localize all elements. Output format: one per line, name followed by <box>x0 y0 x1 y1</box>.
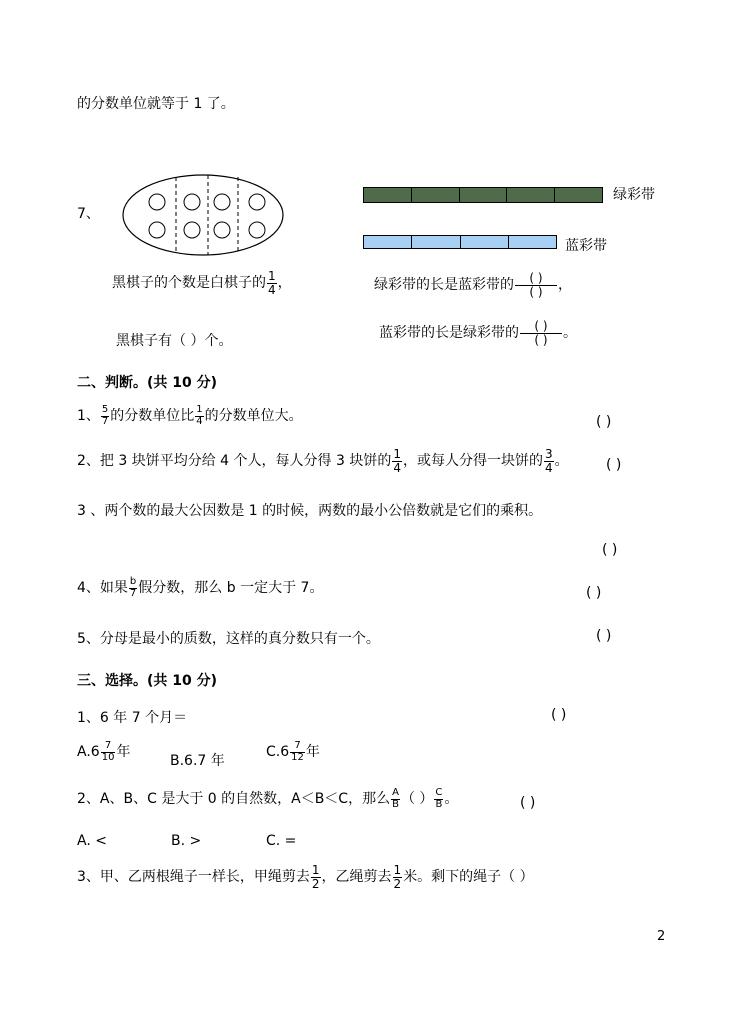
q7-left-line1: 黑棋子的个数是白棋子的 $\frac{1}{4}$ ， <box>112 269 292 297</box>
chess-piece <box>149 194 165 210</box>
fraction: $\frac{b}{7}$ <box>129 576 137 599</box>
fraction: $\frac{A}{B}$ <box>392 787 399 810</box>
s3-question-2: 2、A、B、C 是大于 0 的自然数，A＜B＜C，那么 $\frac{A}{B}$ （ ） $\frac{C}{B}$ 。 <box>77 787 459 810</box>
ribbon-segment <box>555 188 602 202</box>
green-ribbon <box>363 187 603 203</box>
blue-ribbon <box>363 235 557 249</box>
ribbon-segment <box>412 236 460 248</box>
fraction: $\frac{1}{2}$ <box>393 863 402 891</box>
fraction: $\frac{1}{4}$ <box>393 447 401 475</box>
s3-q1-option-a[interactable]: A.6 $\frac{7}{10}$ 年 <box>77 740 131 763</box>
s3-q2-option-b[interactable]: B. > <box>171 833 202 849</box>
fraction: $\frac{1}{4}$ <box>196 404 203 427</box>
answer-paren[interactable]: ( ) <box>596 414 612 430</box>
chess-piece <box>249 222 265 238</box>
answer-paren[interactable]: ( ) <box>551 707 567 723</box>
chess-piece <box>184 222 200 238</box>
chess-piece <box>249 194 265 210</box>
ribbon-segment <box>364 236 412 248</box>
answer-paren[interactable]: ( ) <box>586 585 602 601</box>
s3-q2-option-c[interactable]: C. = <box>266 833 297 849</box>
s2-question-1: 1、 $\frac{5}{7}$ 的分数单位比 $\frac{1}{4}$ 的分数单位大。 <box>77 404 303 427</box>
s2-question-4: 4、如果 $\frac{b}{7}$ 假分数，那么 b 一定大于 7。 <box>77 576 324 599</box>
s3-question-1: 1、6 年 7 个月＝ <box>77 710 188 726</box>
fraction: $\frac{C}{B}$ <box>435 787 443 810</box>
oval-outline <box>123 175 283 255</box>
blank-fraction[interactable]: $\frac{( )}{( )}$ <box>515 272 557 298</box>
answer-paren[interactable]: ( ) <box>602 542 618 558</box>
intro-line: 的分数单位就等于 1 了。 <box>77 96 235 112</box>
q7-left-line2: 黑棋子有（ ）个。 <box>116 333 233 349</box>
chess-oval-diagram <box>120 172 286 258</box>
ribbon-segment <box>509 236 556 248</box>
q7-right-line1: 绿彩带的长是蓝彩带的 $\frac{( )}{( )}$ ， <box>374 271 572 299</box>
chess-piece <box>214 194 230 210</box>
ribbon-segment <box>507 188 555 202</box>
chess-piece <box>184 194 200 210</box>
fraction: $\frac{7}{12}$ <box>291 740 304 763</box>
fraction: $\frac{5}{7}$ <box>101 404 109 427</box>
ribbon-segment <box>412 188 460 202</box>
section-2-title: 二、判断。(共 10 分) <box>77 375 218 391</box>
section-3-title: 三、选择。(共 10 分) <box>77 673 218 689</box>
fraction: $\frac{7}{10}$ <box>101 740 115 763</box>
s2-question-3: 3 、两个数的最大公因数是 1 的时候，两数的最小公倍数就是它们的乘积。 <box>77 503 543 519</box>
q7-right-line2: 蓝彩带的长是绿彩带的 $\frac{( )}{( )}$ 。 <box>379 319 577 347</box>
s2-question-5: 5、分母是最小的质数，这样的真分数只有一个。 <box>77 631 380 647</box>
ribbon-segment <box>460 188 508 202</box>
s3-q1-option-b[interactable]: B.6.7 年 <box>170 753 225 769</box>
s3-q1-option-c[interactable]: C.6 $\frac{7}{12}$ 年 <box>266 740 320 763</box>
s3-question-3: 3、甲、乙两根绳子一样长，甲绳剪去 $\frac{1}{2}$ ，乙绳剪去 $\frac{1}{2}$ 米。剩下的绳子（ ） <box>77 863 534 891</box>
answer-paren[interactable]: ( ) <box>520 795 536 811</box>
ribbon-segment <box>461 236 509 248</box>
s3-q2-option-a[interactable]: A. < <box>77 833 107 849</box>
page-number: 2 <box>657 929 666 944</box>
answer-paren[interactable]: ( ) <box>606 457 622 473</box>
s2-question-2: 2、把 3 块饼平均分给 4 个人，每人分得 3 块饼的 $\frac{1}{4}$ ，或每人分得一块饼的 $\frac{3}{4}$ 。 <box>77 447 569 475</box>
ribbon-segment <box>364 188 412 202</box>
blank-fraction[interactable]: $\frac{( )}{( )}$ <box>520 320 562 346</box>
chess-piece <box>149 222 165 238</box>
answer-paren[interactable]: ( ) <box>596 628 612 644</box>
question-7-number: 7、 <box>77 206 100 222</box>
fraction: $\frac{1}{4}$ <box>268 269 276 297</box>
green-ribbon-label: 绿彩带 <box>613 187 655 203</box>
blue-ribbon-label: 蓝彩带 <box>565 238 607 254</box>
fraction: $\frac{3}{4}$ <box>544 447 553 475</box>
fraction: $\frac{1}{2}$ <box>311 863 320 891</box>
chess-piece <box>214 222 230 238</box>
